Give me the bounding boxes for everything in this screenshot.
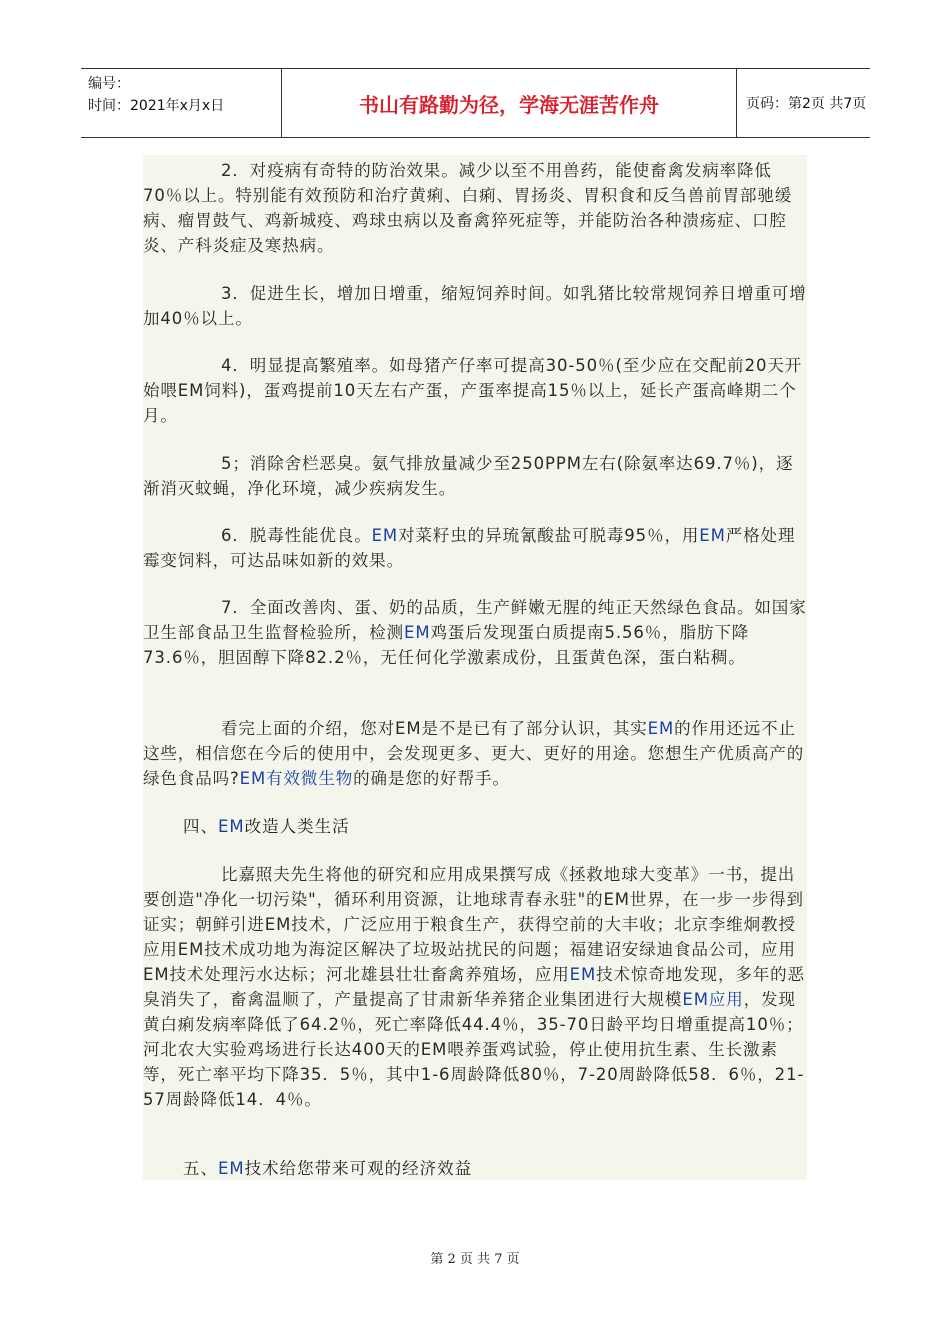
heading-number: 五、: [183, 1159, 218, 1178]
header-page-number: 页码：第2页 共7页: [746, 96, 867, 112]
em-link[interactable]: EM: [647, 719, 675, 738]
paragraph-item-7: [143, 595, 807, 670]
heading-number: 四、: [183, 817, 218, 836]
em-link[interactable]: EM: [218, 817, 245, 836]
paragraph-item-6: [143, 523, 807, 573]
document-time-label: 时间：2021年x月x日: [88, 98, 225, 114]
document-body: [143, 155, 807, 1180]
page-header: [81, 68, 870, 138]
em-application-link[interactable]: EM应用: [682, 990, 744, 1009]
heading-text: 改造人类生活: [244, 817, 350, 836]
paragraph-summary: [143, 716, 807, 791]
paragraph-text: 的确是您的好帮手。: [353, 769, 510, 788]
em-link[interactable]: EM: [569, 965, 597, 984]
em-link[interactable]: EM: [218, 1159, 245, 1178]
section-heading-5: [183, 1156, 472, 1181]
paragraph-text: 比嘉照夫先生将他的研究和应用成果撰写成《拯救地球大变革》一书，提出要创造"净化一切污染"，循环利用资源，让地球青春永驻"的EM世界，在一步一步得到证实；朝鲜引进EM技术，广泛应用于粮食生产，获得空前的大丰收；北京李维炯教授应用EM技术成功地为海淀区解决了垃圾站扰民的问题；福建诏安绿迪食品公司，应用EM技术处理污水达标；河北雄县壮壮畜禽养殖场，应用: [143, 865, 804, 984]
document-number-label: 编号：: [88, 76, 130, 92]
em-link[interactable]: EM: [371, 526, 399, 545]
section-heading-4: [183, 814, 350, 839]
paragraph-item-5: 5；消除舍栏恶臭。氨气排放量减少至250PPM左右(除氨率达69.7％)，逐渐消灭蚊蝇，净化环境，减少疾病发生。: [143, 454, 794, 498]
paragraph-text: 的作用还远不止这些，相信您在今后的使用中，会发现更多、更大、更好的用途。您想生产优质高产的绿色食品吗?: [143, 719, 805, 788]
paragraph-text: 7．全面改善肉、蛋、奶的品质，生产鲜嫩无腥的纯正天然绿色食品。如国家卫生部食品卫生监督检验所，检测: [143, 598, 807, 642]
page-footer: 第 2 页 共 7 页: [430, 1252, 520, 1267]
paragraph-text: 看完上面的介绍，您对EM是不是已有了部分认识，其实: [221, 719, 648, 738]
paragraph-item-4: 4．明显提高繁殖率。如母猪产仔率可提高30-50％(至少应在交配前20天开始喂EM饲料)，蛋鸡提前10天左右产蛋，产蛋率提高15％以上，延长产蛋高峰期二个月。: [143, 356, 803, 425]
paragraph-text: 技术惊奇地发现，多年的恶臭消失了，畜禽温顺了，产量提高了甘肃新华养猪企业集团进行大规模: [143, 965, 805, 1009]
paragraph-item-2: 2．对疫病有奇特的防治效果。减少以至不用兽药，能使畜禽发病率降低70％以上。特别能有效预防和治疗黄痢、白痢、胃扬炎、胃积食和反刍兽前胃部驰缓病、瘤胃鼓气、鸡新城疫、鸡球虫病以及畜禽猝死症等，并能防治各种溃疡症、口腔炎、产科炎症及寒热病。: [143, 161, 793, 255]
paragraph-text: 严格处理霉变饲料，可达品味如新的效果。: [143, 526, 796, 570]
paragraph-text: 6．脱毒性能优良。: [221, 526, 372, 545]
paragraph-text: 对菜籽虫的异琉氰酸盐可脱毒95％，用: [398, 526, 700, 545]
paragraph-item-3: 3．促进生长，增加日增重，缩短饲养时间。如乳猪比较常规饲养日增重可增加40％以上。: [143, 284, 807, 328]
heading-text: 技术给您带来可观的经济效益: [244, 1159, 473, 1178]
header-motto: 书山有路勤为径，学海无涯苦作舟: [282, 69, 737, 137]
paragraph-text: ，发现黄白痢发病率降低了64.2％，死亡率降低44.4％，35-70日龄平均日增重提高10％；河北农大实验鸡场进行长达400天的EM喂养蛋鸡试验，停止使用抗生素、生长激素等，死亡率平均下降35．5％，其中1-6周龄降低80％，7-20周龄降低58．6％，21-57周龄降低14．4％。: [143, 990, 805, 1109]
em-link[interactable]: EM: [404, 623, 431, 642]
header-meta: [81, 69, 282, 137]
paragraph-text: 鸡蛋后发现蛋白质提南5.56％，脂肪下降73.6％，胆固醇下降82.2％，无任何化学激素成份，且蛋黄色深，蛋白粘稠。: [143, 623, 750, 667]
paragraph-em-world: [143, 862, 807, 1112]
em-microbe-link[interactable]: EM有效微生物: [239, 769, 354, 788]
em-link[interactable]: EM: [699, 526, 726, 545]
